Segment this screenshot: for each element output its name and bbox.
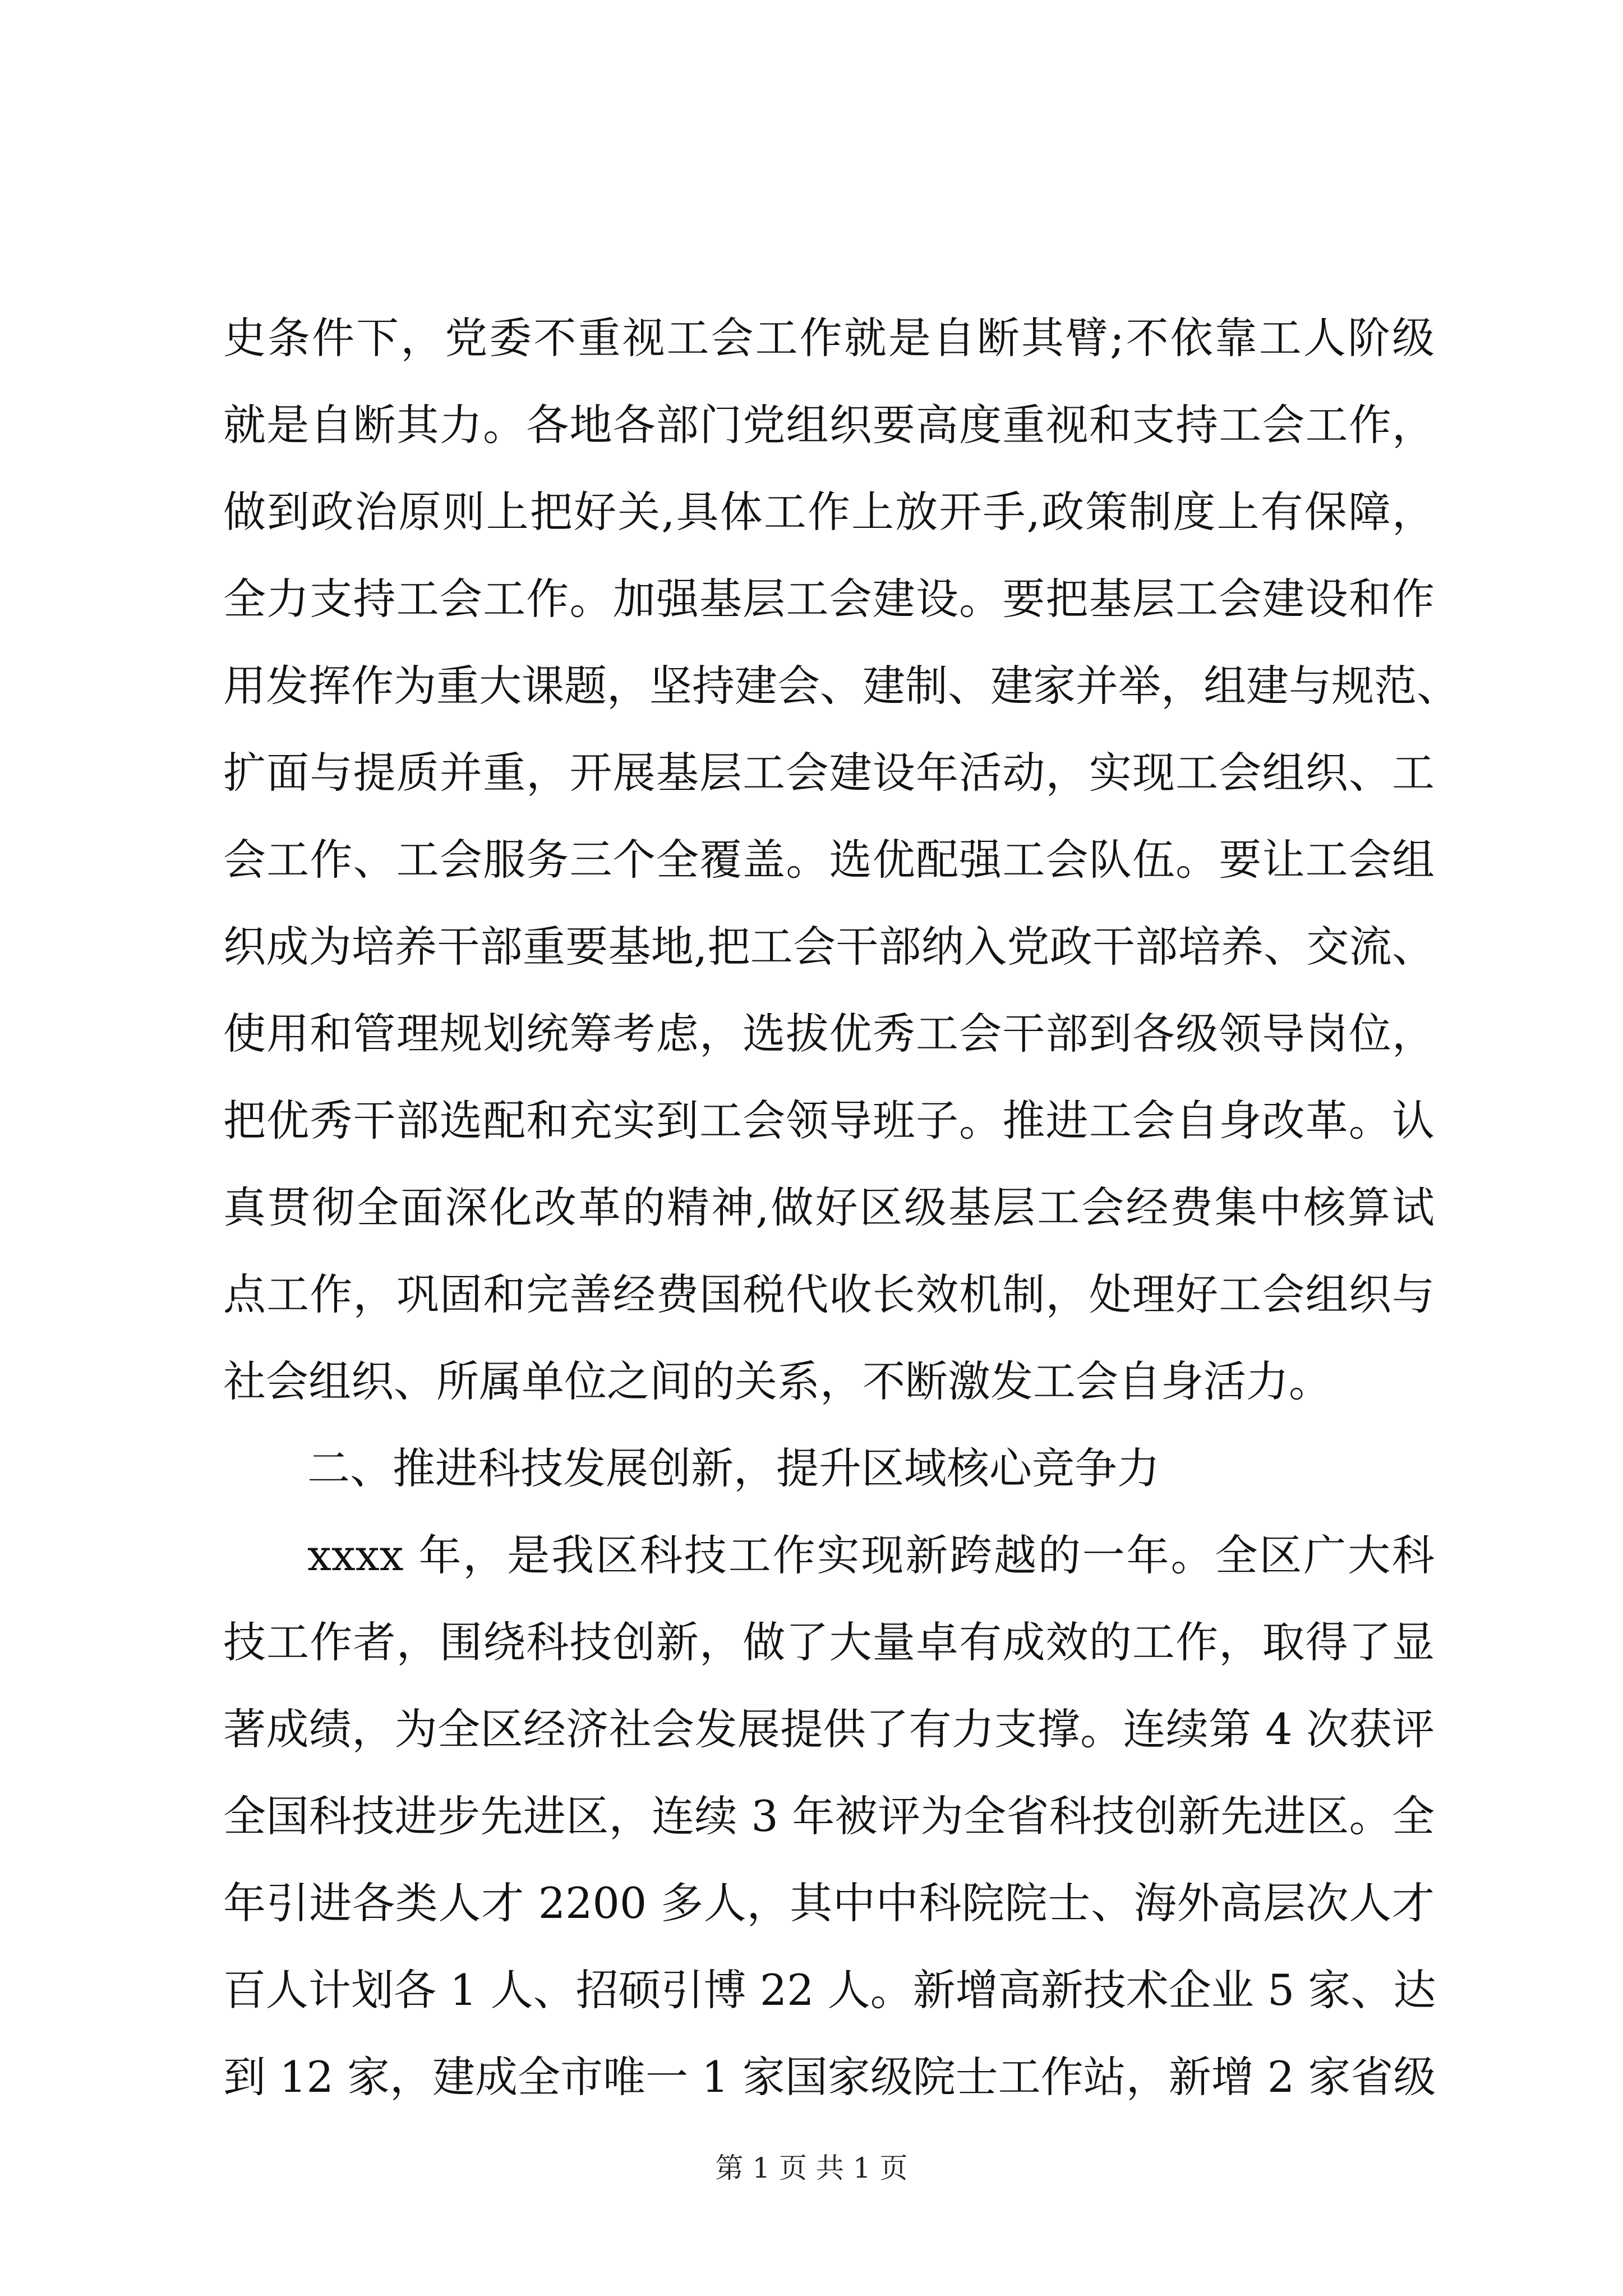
- paragraph-line: 全力支持工会工作。加强基层工会建设。要把基层工会建设和作: [223, 574, 1435, 624]
- paragraph-line: 会工作、工会服务三个全覆盖。选优配强工会队伍。要让工会组: [223, 835, 1435, 885]
- paragraph-line: 全国科技进步先进区，连续 3 年被评为全省科技创新先进区。全: [223, 1791, 1435, 1841]
- paragraph-line: 点工作，巩固和完善经费国税代收长效机制，处理好工会组织与: [223, 1269, 1435, 1319]
- paragraph-line-last: 社会组织、所属单位之间的关系，不断激发工会自身活力。: [223, 1356, 1331, 1406]
- paragraph-line: 用发挥作为重大课题，坚持建会、建制、建家并举，组建与规范、: [223, 661, 1459, 711]
- paragraph-line: 扩面与提质并重，开展基层工会建设年活动，实现工会组织、工: [223, 748, 1435, 798]
- paragraph-line: 著成绩，为全区经济社会发展提供了有力支撑。连续第 4 次获评: [223, 1704, 1435, 1754]
- paragraph-line: 做到政治原则上把好关,具体工作上放开手,政策制度上有保障，: [223, 487, 1435, 537]
- paragraph-line: 百人计划各 1 人、招硕引博 22 人。新增高新技术企业 5 家、达: [223, 1965, 1436, 2015]
- paragraph-line-first: xxxx 年，是我区科技工作实现新跨越的一年。全区广大科: [307, 1530, 1435, 1580]
- paragraph-line: 史条件下，党委不重视工会工作就是自断其臂;不依靠工人阶级: [223, 313, 1435, 363]
- paragraph-line: 技工作者，围绕科技创新，做了大量卓有成效的工作，取得了显: [223, 1617, 1435, 1667]
- paragraph-line: 到 12 家，建成全市唯一 1 家国家级院士工作站，新增 2 家省级: [223, 2052, 1436, 2102]
- paragraph-line: 年引进各类人才 2200 多人，其中中科院院士、海外高层次人才: [223, 1878, 1435, 1928]
- paragraph-line: 使用和管理规划统筹考虑，选拔优秀工会干部到各级领导岗位，: [223, 1009, 1435, 1059]
- page-footer: 第 1 页 共 1 页: [715, 2152, 908, 2184]
- paragraph-line: 织成为培养干部重要基地,把工会干部纳入党政干部培养、交流、: [223, 922, 1435, 972]
- paragraph-line: 真贯彻全面深化改革的精神,做好区级基层工会经费集中核算试: [223, 1182, 1435, 1232]
- paragraph-line: 就是自断其力。各地各部门党组织要高度重视和支持工会工作，: [223, 400, 1435, 450]
- section-heading: 二、推进科技发展创新，提升区域核心竞争力: [307, 1443, 1160, 1493]
- paragraph-line: 把优秀干部选配和充实到工会领导班子。推进工会自身改革。认: [223, 1096, 1435, 1145]
